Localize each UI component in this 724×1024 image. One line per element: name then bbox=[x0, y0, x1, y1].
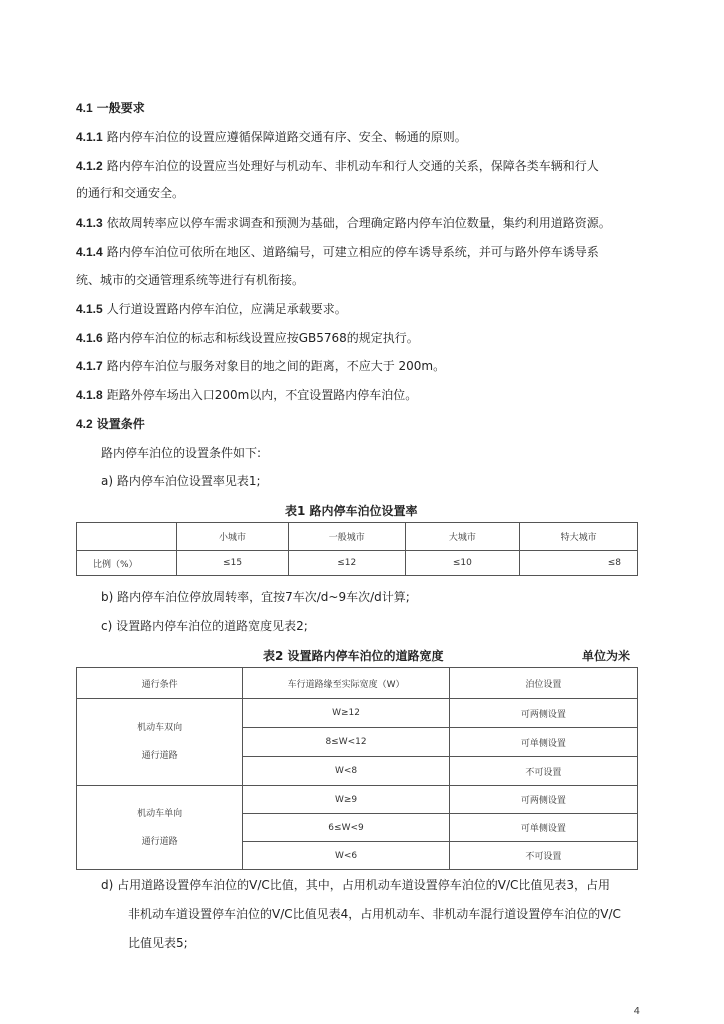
table2-cell: 可单侧设置 bbox=[449, 728, 637, 757]
table2-cell: W<6 bbox=[243, 842, 449, 870]
table1-header-cell bbox=[77, 523, 177, 551]
table2-cell: 6≤W<9 bbox=[243, 814, 449, 842]
table1-cell: 比例（%） bbox=[77, 551, 177, 576]
item-c: c) 设置路内停车泊位的道路宽度见表2; bbox=[101, 619, 308, 633]
table2-cell: 不可设置 bbox=[449, 757, 637, 786]
table2-caption: 表2 设置路内停车泊位的道路宽度 bbox=[263, 649, 444, 663]
page-number: 4 bbox=[633, 1006, 640, 1017]
table2-cell: 可单侧设置 bbox=[449, 814, 637, 842]
table2-group-label: 机动车双向 bbox=[137, 723, 183, 733]
table2-cell: 8≤W<12 bbox=[243, 728, 449, 757]
clause-4-1-4: 4.1.4 路内停车泊位可依所在地区、道路编号，可建立相应的停车诱导系统，并可与路外停车诱导系 bbox=[76, 245, 599, 259]
table2-cell: W<8 bbox=[243, 757, 449, 786]
table2-group-cell bbox=[77, 699, 243, 786]
clause-4-1-1: 4.1.1 路内停车泊位的设置应遵循保障道路交通有序、安全、畅通的原则。 bbox=[76, 130, 467, 144]
table1-cell: ≤8 bbox=[520, 551, 638, 576]
clause-4-1-6: 4.1.6 路内停车泊位的标志和标线设置应按GB5768的规定执行。 bbox=[76, 331, 419, 345]
clause-4-1-7: 4.1.7 路内停车泊位与服务对象目的地之间的距离，不应大于 200m。 bbox=[76, 359, 446, 373]
table2-cell: 可两侧设置 bbox=[449, 786, 637, 814]
table2-cell: W≥12 bbox=[243, 699, 449, 728]
table2-group-label: 机动车单向 bbox=[137, 808, 183, 819]
table2-header-cell: 泊位设置 bbox=[449, 668, 637, 699]
table1-caption: 表1 路内停车泊位设置率 bbox=[285, 504, 418, 518]
table2-group-label: 通行道路 bbox=[141, 751, 178, 761]
table1-header-cell: 特大城市 bbox=[520, 523, 638, 551]
table1-cell: ≤12 bbox=[288, 551, 405, 576]
clause-4-1-8: 4.1.8 距路外停车场出入口200m以内，不宜设置路内停车泊位。 bbox=[76, 388, 418, 402]
table1-cell: ≤15 bbox=[177, 551, 289, 576]
clause-4-1-5: 4.1.5 人行道设置路内停车泊位，应满足承载要求。 bbox=[76, 302, 347, 316]
table1-cell: ≤10 bbox=[405, 551, 520, 576]
table2-cell: W≥9 bbox=[243, 786, 449, 814]
table1 bbox=[76, 522, 638, 576]
clause-4-1-4-cont: 统、城市的交通管理系统等进行有机衔接。 bbox=[76, 273, 305, 287]
table1-header-cell: 一般城市 bbox=[288, 523, 405, 551]
clause-4-1-2: 4.1.2 路内停车泊位的设置应当处理好与机动车、非机动车和行人交通的关系，保障各类车辆和行人 bbox=[76, 159, 599, 173]
heading-4-1: 4.1 一般要求 bbox=[76, 101, 145, 115]
item-d-line2: 非机动车道设置停车泊位的V/C比值见表4，占用机动车、非机动车混行道设置停车泊位的V/C bbox=[128, 907, 621, 921]
table1-header-cell: 大城市 bbox=[405, 523, 520, 551]
table2 bbox=[76, 667, 638, 870]
table2-cell: 不可设置 bbox=[449, 842, 637, 870]
conditions-intro: 路内停车泊位的设置条件如下: bbox=[101, 446, 262, 460]
clause-4-1-2-cont: 的通行和交通安全。 bbox=[76, 186, 185, 200]
table1-header-cell: 小城市 bbox=[177, 523, 289, 551]
table2-header-cell: 通行条件 bbox=[77, 668, 243, 699]
item-b: b) 路内停车泊位停放周转率，宜按7车次/d~9车次/d计算; bbox=[101, 590, 410, 604]
table2-cell: 可两侧设置 bbox=[449, 699, 637, 728]
table2-group-cell bbox=[77, 786, 243, 870]
table2-header-cell: 车行道路缘至实际宽度（W） bbox=[243, 668, 449, 699]
clause-4-1-3: 4.1.3 依故周转率应以停车需求调查和预测为基础，合理确定路内停车泊位数量，集约利用道路资源。 bbox=[76, 216, 611, 230]
item-d-line1: d) 占用道路设置停车泊位的V/C比值，其中，占用机动车道设置停车泊位的V/C比值见表3，占用 bbox=[101, 878, 611, 892]
item-a: a) 路内停车泊位设置率见表1; bbox=[101, 474, 261, 488]
table2-unit: 单位为米 bbox=[582, 649, 631, 663]
table2-group-label: 通行道路 bbox=[141, 836, 178, 847]
heading-4-2: 4.2 设置条件 bbox=[76, 417, 145, 431]
item-d-line3: 比值见表5; bbox=[128, 936, 188, 950]
